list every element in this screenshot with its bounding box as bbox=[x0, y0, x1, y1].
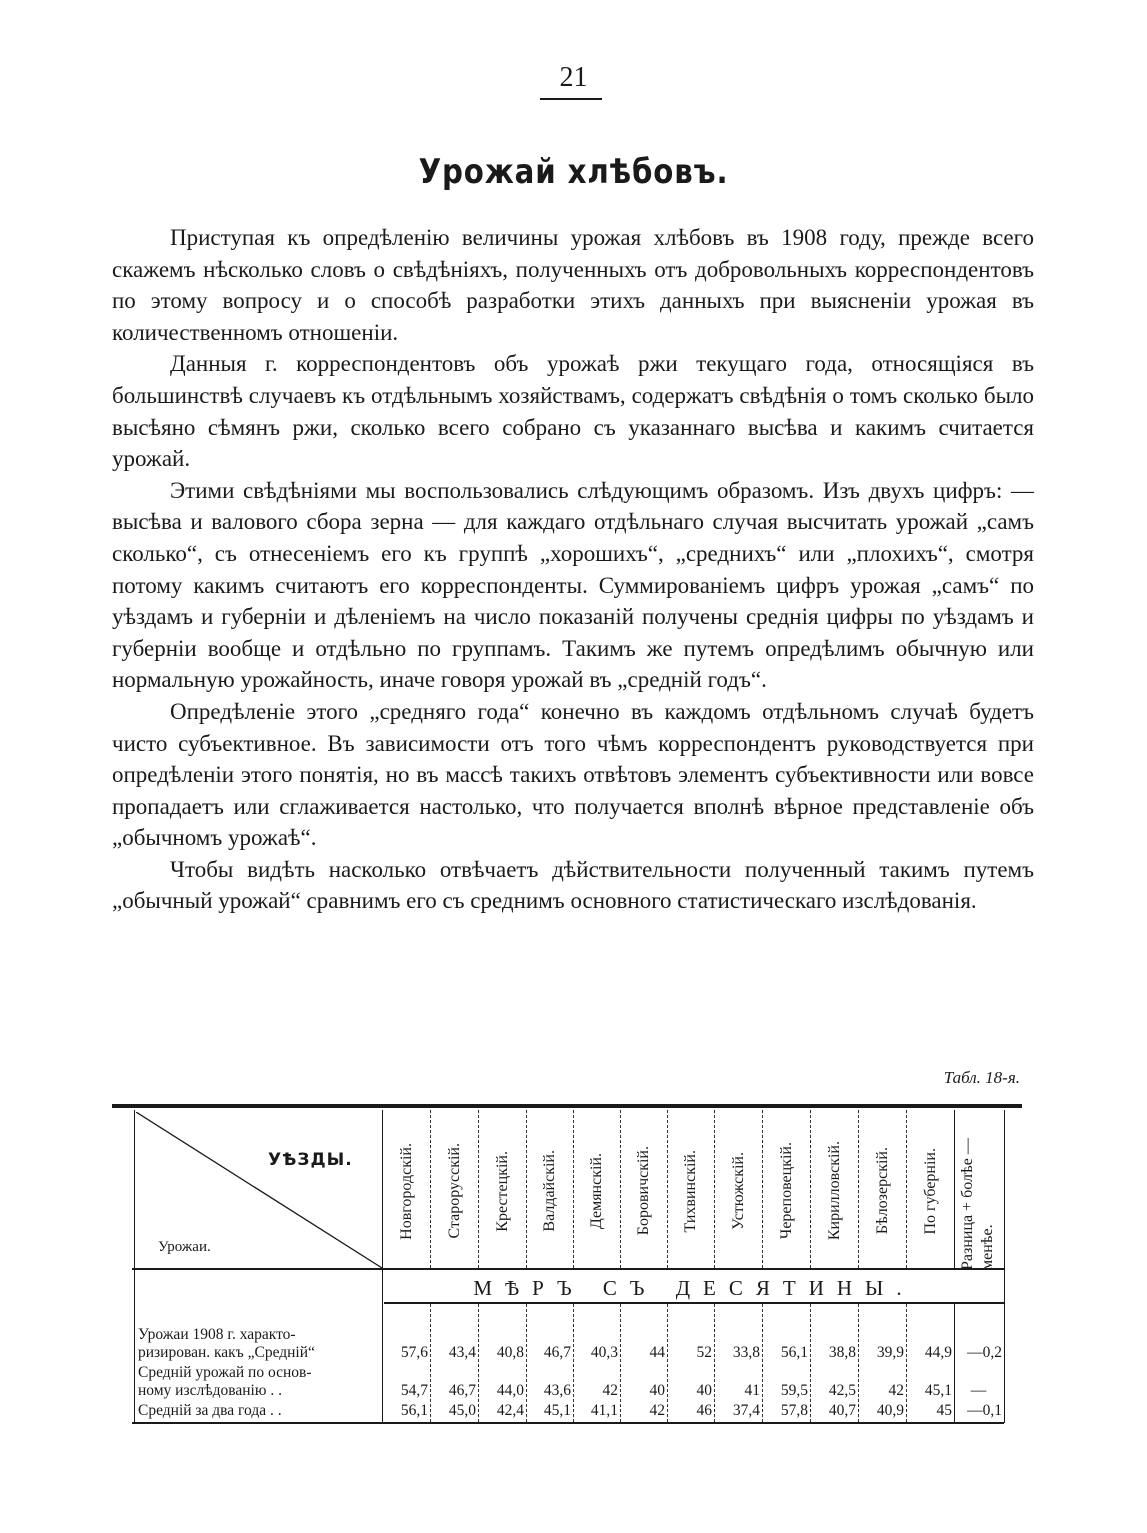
paragraph: Опредѣленіе этого „средняго года“ конечно въ каждомъ отдѣльномъ случаѣ будетъ чисто субъективное. Въ зависимости отъ того чѣмъ корреспондентъ руководствуется при опредѣленіи этого понятія, но въ массѣ такихъ отвѣтовъ элементъ субъективности или вовсе пропадаетъ или сглаживается настолько, что получается вполнѣ вѣрное представленіе объ „обычномъ урожаѣ“. bbox=[112, 698, 1034, 851]
table-cell: 33,8 bbox=[732, 1344, 760, 1361]
table-bottom-rule bbox=[132, 1422, 1004, 1424]
table-cell: 59,5 bbox=[780, 1382, 808, 1399]
page-number-rule bbox=[540, 98, 602, 100]
table-cell: 46 bbox=[696, 1402, 712, 1419]
table-cell: —0,1 bbox=[967, 1402, 1002, 1419]
table-cell: 56,1 bbox=[780, 1344, 808, 1361]
column-header: Череповецкій. bbox=[777, 1142, 795, 1240]
paragraph: Приступая къ опредѣленію величины урожая хлѣбовъ въ 1908 году, прежде всего скажемъ нѣсколько словъ о свѣдѣніяхъ, полученныхъ отъ добровольныхъ корреспондентовъ по этому вопросу и о способѣ разработки этихъ данныхъ при выясненіи урожая въ количественномъ отношеніи. bbox=[112, 225, 1034, 345]
table-cell: 40 bbox=[696, 1382, 712, 1399]
table-cell: 42 bbox=[649, 1402, 665, 1419]
table-cell: 42,5 bbox=[828, 1382, 856, 1399]
table-caption: Табл. 18-я. bbox=[943, 1068, 1020, 1087]
paragraph: Данныя г. корреспондентовъ объ урожаѣ ржи текущаго года, относящіяся въ большинствѣ случаевъ къ отдѣльнымъ хозяйствамъ, содержатъ свѣдѣнія о томъ сколько было высѣяно сѣмянъ ржи, сколько всего собрано съ указаннаго высѣва и какимъ считается урожай. bbox=[112, 351, 1034, 472]
table-cell: 46,7 bbox=[448, 1382, 476, 1399]
page-title: Урожай хлѣбовъ. bbox=[418, 152, 729, 192]
table-cell: 46,7 bbox=[543, 1344, 571, 1361]
paragraph: Чтобы видѣть насколько отвѣчаетъ дѣйствительности полученный такимъ путемъ „обычный урожай“ сравнимъ его съ среднимъ основного статистическаго изслѣдованія. bbox=[112, 856, 1034, 914]
table-cell: 44 bbox=[649, 1344, 665, 1361]
stub-header-harvests: Урожаи. bbox=[158, 1239, 211, 1255]
table-cell: 40 bbox=[649, 1382, 665, 1399]
table-cell: 37,4 bbox=[732, 1402, 760, 1419]
table-cell: 45,1 bbox=[543, 1402, 571, 1419]
row-label: Урожаи 1908 г. характо- ризирован. какъ „Средній“ bbox=[138, 1326, 315, 1361]
column-header: Бѣлозерскій. bbox=[873, 1147, 891, 1235]
table-cell: 44,0 bbox=[496, 1382, 524, 1399]
row-label: Средній за два года . . bbox=[138, 1402, 282, 1419]
row-label: Средній урожай по основ- ному изслѣдованію . . bbox=[138, 1364, 312, 1399]
table-cell: 40,9 bbox=[876, 1402, 904, 1419]
table-cell: 39,9 bbox=[876, 1344, 904, 1361]
table-cell: 43,6 bbox=[543, 1382, 571, 1399]
table-cell: 45 bbox=[936, 1402, 952, 1419]
table-cell: 57,8 bbox=[780, 1402, 808, 1419]
page-number: 21 bbox=[559, 62, 588, 93]
table-units-rule bbox=[384, 1302, 1004, 1304]
table-cell: 54,7 bbox=[400, 1382, 428, 1399]
column-header: Кирилловскій. bbox=[825, 1141, 843, 1241]
table-cell: 38,8 bbox=[828, 1344, 856, 1361]
table-cell: 40,7 bbox=[828, 1402, 856, 1419]
column-header: Демянскій. bbox=[588, 1152, 605, 1230]
table-cell: 41 bbox=[744, 1382, 760, 1399]
column-header: Тихвинскій. bbox=[682, 1149, 699, 1233]
column-header: Новгородскій. bbox=[397, 1142, 415, 1240]
table-cell: —0,2 bbox=[967, 1344, 1002, 1361]
table-cell: 57,6 bbox=[400, 1344, 428, 1361]
table-cell: 42 bbox=[888, 1382, 904, 1399]
table-cell: 42,4 bbox=[496, 1402, 524, 1419]
table-cell: 40,3 bbox=[590, 1344, 618, 1361]
stub-header-districts: УѢЗДЫ. bbox=[268, 1150, 353, 1170]
paragraph: Этими свѣдѣніями мы воспользовались слѣдующимъ образомъ. Изъ двухъ цифръ: — высѣва и валового сбора зерна — для каждаго отдѣльнаго случая высчитать урожай „самъ сколько“, съ отнесеніемъ его къ группѣ „хорошихъ“, „среднихъ“ или „плохихъ“, смотря потому какимъ считаютъ его корреспонденты. Суммированіемъ цифръ урожая „самъ“ по уѣздамъ и губерніи и дѣленіемъ на число показаній получены среднія цифры по уѣздамъ и губерніи вообще и отдѣльно по группамъ. Такимъ же путемъ опредѣлимъ обычную или нормальную урожайность, иначе говоря урожай въ „средній годъ“. bbox=[112, 477, 1034, 693]
units-row: МѢРЪ СЪ ДЕСЯТИНЫ. bbox=[473, 1276, 915, 1300]
table-cell: 41,1 bbox=[590, 1402, 618, 1419]
column-header: Устюжскій. bbox=[729, 1152, 747, 1230]
table-cell: 52 bbox=[696, 1344, 712, 1361]
column-header: Старорусскій. bbox=[445, 1143, 463, 1239]
table-cell: 45,0 bbox=[448, 1402, 476, 1419]
table-top-rule bbox=[112, 1104, 1022, 1108]
table-cell: 56,1 bbox=[400, 1402, 428, 1419]
table-cell: 45,1 bbox=[924, 1382, 952, 1399]
table-cell: 44,9 bbox=[924, 1344, 952, 1361]
body-text bbox=[112, 222, 1034, 917]
table-cell: — bbox=[970, 1382, 987, 1399]
column-header: Крестецкій. bbox=[493, 1150, 511, 1232]
table-left-border bbox=[134, 1110, 135, 1423]
table-right-border bbox=[1004, 1110, 1005, 1423]
column-header: Разница + болѣе — менѣе. bbox=[958, 1138, 996, 1270]
table-cell: 42 bbox=[602, 1382, 618, 1399]
column-header: По губерніи. bbox=[921, 1147, 939, 1235]
column-header: Валдайскій. bbox=[541, 1150, 558, 1232]
table-cell: 40,8 bbox=[496, 1344, 524, 1361]
table-cell: 43,4 bbox=[448, 1344, 476, 1361]
column-header: Боровичскій. bbox=[635, 1146, 652, 1236]
